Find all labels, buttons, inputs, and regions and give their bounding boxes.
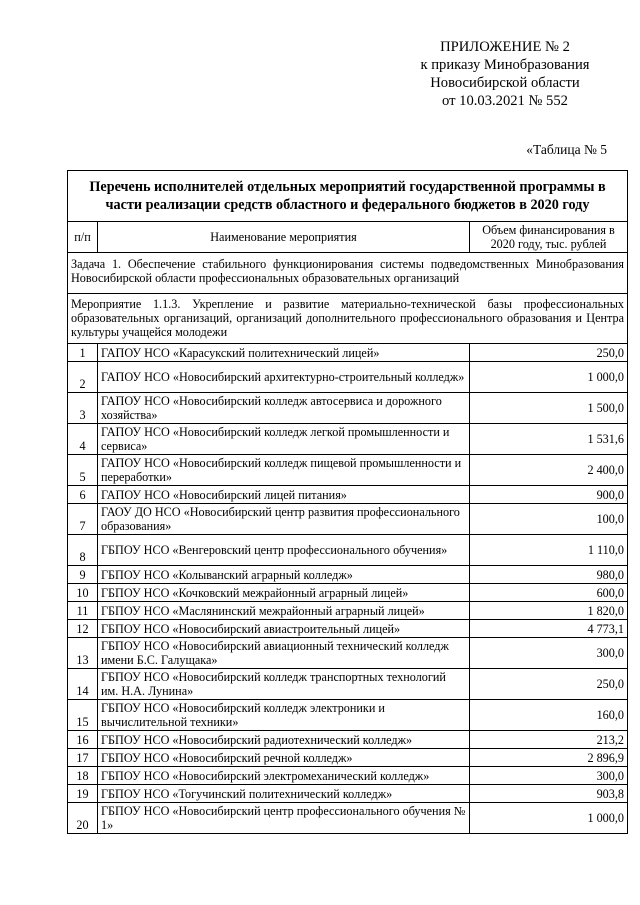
table-number-label: «Таблица № 5 (526, 142, 607, 157)
organization-name: ГБПОУ НСО «Новосибирский колледж электроники и вычислительной техники» (98, 700, 470, 731)
funding-amount: 213,2 (470, 731, 628, 749)
col-header-number: п/п (68, 222, 98, 253)
organization-name: ГБПОУ НСО «Новосибирский электромеханический колледж» (98, 767, 470, 785)
funding-amount: 1 110,0 (470, 535, 628, 566)
table-row (68, 731, 628, 749)
funding-amount: 903,8 (470, 785, 628, 803)
funding-amount: 1 500,0 (470, 393, 628, 424)
table-row (68, 767, 628, 785)
organization-name: ГАПОУ НСО «Новосибирский колледж пищевой промышленности и переработки» (98, 455, 470, 486)
row-number: 6 (68, 486, 98, 504)
row-number: 15 (68, 700, 98, 731)
row-number: 9 (68, 566, 98, 584)
table-row (68, 535, 628, 566)
table-row (68, 785, 628, 803)
funding-amount: 900,0 (470, 486, 628, 504)
organization-name: ГБПОУ НСО «Маслянинский межрайонный аграрный лицей» (98, 602, 470, 620)
table-row (68, 486, 628, 504)
appendix-date: от 10.03.2021 № 552 (442, 93, 568, 109)
table-row (68, 638, 628, 669)
organization-name: ГАПОУ НСО «Новосибирский колледж легкой промышленности и сервиса» (98, 424, 470, 455)
funding-amount: 2 896,9 (470, 749, 628, 767)
funding-amount: 250,0 (470, 344, 628, 362)
table-row (68, 344, 628, 362)
row-number: 14 (68, 669, 98, 700)
organization-name: ГБПОУ НСО «Новосибирский речной колледж» (98, 749, 470, 767)
row-number: 2 (68, 362, 98, 393)
funding-amount: 1 820,0 (470, 602, 628, 620)
table-row (68, 584, 628, 602)
table-row (68, 424, 628, 455)
row-number: 16 (68, 731, 98, 749)
organization-name: ГАПОУ НСО «Карасукский политехнический лицей» (98, 344, 470, 362)
funding-amount: 300,0 (470, 638, 628, 669)
funding-amount: 1 000,0 (470, 362, 628, 393)
organization-name: ГАПОУ НСО «Новосибирский колледж автосервиса и дорожного хозяйства» (98, 393, 470, 424)
row-number: 11 (68, 602, 98, 620)
organization-name: ГАПОУ НСО «Новосибирский архитектурно-строительный колледж» (98, 362, 470, 393)
measure-text: Мероприятие 1.1.3. Укрепление и развитие материально-технической базы профессиональных образовательных организаций, организаций дополнительного профессионального образования и Центра культуры учащейся молодежи (68, 294, 628, 344)
row-number: 5 (68, 455, 98, 486)
appendix-order-ref: к приказу Минобразования (420, 57, 590, 73)
table-row (68, 749, 628, 767)
organization-name: ГБПОУ НСО «Тогучинский политехнический колледж» (98, 785, 470, 803)
task-text: Задача 1. Обеспечение стабильного функционирования системы подведомственных Минобразования Новосибирской области профессиональных образовательных организаций (68, 253, 628, 294)
organization-name: ГАПОУ НСО «Новосибирский лицей питания» (98, 486, 470, 504)
table-title-row (68, 171, 628, 222)
funding-amount: 1 531,6 (470, 424, 628, 455)
row-number: 12 (68, 620, 98, 638)
row-number: 3 (68, 393, 98, 424)
column-header-row (68, 222, 628, 253)
table-title: Перечень исполнителей отдельных мероприятий государственной программы в части реализации средств областного и федерального бюджетов в 2020 году (68, 171, 628, 222)
table-row (68, 803, 628, 834)
row-number: 20 (68, 803, 98, 834)
table-row (68, 602, 628, 620)
funding-amount: 4 773,1 (470, 620, 628, 638)
funding-amount: 600,0 (470, 584, 628, 602)
table-row (68, 393, 628, 424)
organization-name: ГБПОУ НСО «Новосибирский колледж транспортных технологий им. Н.А. Лунина» (98, 669, 470, 700)
table-row (68, 620, 628, 638)
organization-name: ГБПОУ НСО «Новосибирский радиотехнический колледж» (98, 731, 470, 749)
row-number: 13 (68, 638, 98, 669)
table-row (68, 362, 628, 393)
funding-amount: 1 000,0 (470, 803, 628, 834)
funding-amount: 160,0 (470, 700, 628, 731)
row-number: 7 (68, 504, 98, 535)
row-number: 4 (68, 424, 98, 455)
row-number: 18 (68, 767, 98, 785)
organization-name: ГАОУ ДО НСО «Новосибирский центр развития профессионального образования» (98, 504, 470, 535)
table-row (68, 455, 628, 486)
row-number: 17 (68, 749, 98, 767)
measure-row (68, 294, 628, 344)
appendix-region: Новосибирской области (430, 75, 580, 91)
row-number: 8 (68, 535, 98, 566)
organization-name: ГБПОУ НСО «Новосибирский центр профессионального обучения № 1» (98, 803, 470, 834)
funding-amount: 250,0 (470, 669, 628, 700)
organization-name: ГБПОУ НСО «Новосибирский авиационный технический колледж имени Б.С. Галущака» (98, 638, 470, 669)
row-number: 10 (68, 584, 98, 602)
funding-amount: 100,0 (470, 504, 628, 535)
table-row (68, 669, 628, 700)
funding-table (67, 170, 628, 834)
appendix-title: ПРИЛОЖЕНИЕ № 2 (440, 39, 570, 55)
funding-amount: 300,0 (470, 767, 628, 785)
organization-name: ГБПОУ НСО «Кочковский межрайонный аграрный лицей» (98, 584, 470, 602)
task-row (68, 253, 628, 294)
table-row (68, 566, 628, 584)
row-number: 19 (68, 785, 98, 803)
appendix-header (380, 38, 630, 110)
table-row (68, 504, 628, 535)
funding-amount: 2 400,0 (470, 455, 628, 486)
funding-amount: 980,0 (470, 566, 628, 584)
organization-name: ГБПОУ НСО «Колыванский аграрный колледж» (98, 566, 470, 584)
organization-name: ГБПОУ НСО «Венгеровский центр профессионального обучения» (98, 535, 470, 566)
table-row (68, 700, 628, 731)
row-number: 1 (68, 344, 98, 362)
col-header-name: Наименование мероприятия (98, 222, 470, 253)
organization-name: ГБПОУ НСО «Новосибирский авиастроительный лицей» (98, 620, 470, 638)
col-header-amount: Объем финансирования в 2020 году, тыс. рублей (470, 222, 628, 253)
